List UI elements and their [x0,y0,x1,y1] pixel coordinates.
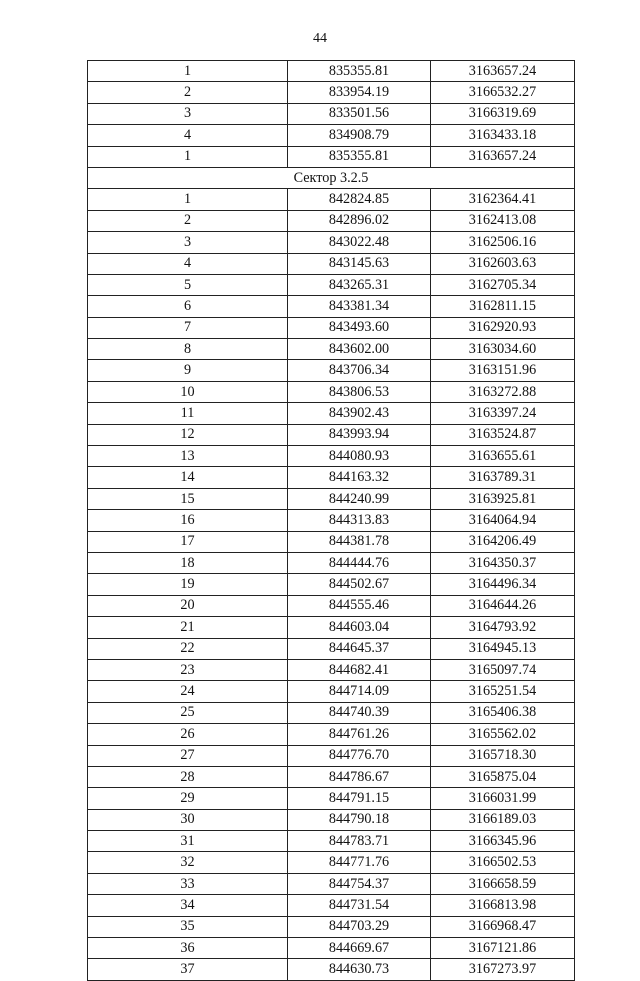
y-coordinate-cell: 3164064.94 [431,510,575,531]
y-coordinate-cell: 3165251.54 [431,681,575,702]
y-coordinate-cell: 3164350.37 [431,552,575,573]
x-coordinate-cell: 842896.02 [288,210,431,231]
point-number-cell: 22 [88,638,288,659]
point-number-cell: 32 [88,852,288,873]
x-coordinate-cell: 844313.83 [288,510,431,531]
y-coordinate-cell: 3164206.49 [431,531,575,552]
x-coordinate-cell: 844645.37 [288,638,431,659]
table-row [88,510,575,531]
point-number-cell: 14 [88,467,288,488]
x-coordinate-cell: 844790.18 [288,809,431,830]
point-number-cell: 34 [88,895,288,916]
x-coordinate-cell: 844754.37 [288,873,431,894]
table-row [88,61,575,82]
x-coordinate-cell: 843993.94 [288,424,431,445]
table-row [88,788,575,809]
x-coordinate-cell: 844444.76 [288,552,431,573]
table-row [88,274,575,295]
point-number-cell: 2 [88,210,288,231]
table-row [88,403,575,424]
x-coordinate-cell: 844240.99 [288,488,431,509]
y-coordinate-cell: 3163657.24 [431,146,575,167]
x-coordinate-cell: 844381.78 [288,531,431,552]
point-number-cell: 10 [88,381,288,402]
table-row [88,317,575,338]
point-number-cell: 29 [88,788,288,809]
table-row [88,938,575,959]
x-coordinate-cell: 843265.31 [288,274,431,295]
y-coordinate-cell: 3166532.27 [431,82,575,103]
table-row [88,82,575,103]
point-number-cell: 30 [88,809,288,830]
table-row [88,959,575,980]
point-number-cell: 24 [88,681,288,702]
x-coordinate-cell: 844714.09 [288,681,431,702]
table-row [88,189,575,210]
table-row [88,296,575,317]
table-row [88,446,575,467]
y-coordinate-cell: 3163925.81 [431,488,575,509]
y-coordinate-cell: 3165406.38 [431,702,575,723]
x-coordinate-cell: 843602.00 [288,339,431,360]
x-coordinate-cell: 844703.29 [288,916,431,937]
y-coordinate-cell: 3165562.02 [431,724,575,745]
table-row [88,916,575,937]
point-number-cell: 27 [88,745,288,766]
point-number-cell: 15 [88,488,288,509]
x-coordinate-cell: 843806.53 [288,381,431,402]
table-row [88,210,575,231]
table-row [88,895,575,916]
x-coordinate-cell: 844761.26 [288,724,431,745]
y-coordinate-cell: 3164496.34 [431,574,575,595]
table-row [88,531,575,552]
table-row [88,617,575,638]
y-coordinate-cell: 3163034.60 [431,339,575,360]
y-coordinate-cell: 3164644.26 [431,595,575,616]
table-row [88,103,575,124]
x-coordinate-cell: 843706.34 [288,360,431,381]
point-number-cell: 19 [88,574,288,595]
point-number-cell: 7 [88,317,288,338]
x-coordinate-cell: 844080.93 [288,446,431,467]
point-number-cell: 33 [88,873,288,894]
x-coordinate-cell: 843381.34 [288,296,431,317]
y-coordinate-cell: 3162811.15 [431,296,575,317]
table-row [88,253,575,274]
point-number-cell: 12 [88,424,288,445]
x-coordinate-cell: 844740.39 [288,702,431,723]
x-coordinate-cell: 844630.73 [288,959,431,980]
sector-header-row [88,167,575,188]
point-number-cell: 18 [88,552,288,573]
x-coordinate-cell: 844731.54 [288,895,431,916]
y-coordinate-cell: 3163789.31 [431,467,575,488]
point-number-cell: 26 [88,724,288,745]
table-row [88,381,575,402]
y-coordinate-cell: 3166502.53 [431,852,575,873]
point-number-cell: 1 [88,189,288,210]
y-coordinate-cell: 3165097.74 [431,659,575,680]
page-number: 44 [313,31,327,46]
table-row [88,638,575,659]
y-coordinate-cell: 3167273.97 [431,959,575,980]
table-row [88,360,575,381]
point-number-cell: 35 [88,916,288,937]
table-row [88,873,575,894]
point-number-cell: 4 [88,253,288,274]
x-coordinate-cell: 844163.32 [288,467,431,488]
point-number-cell: 3 [88,232,288,253]
point-number-cell: 23 [88,659,288,680]
x-coordinate-cell: 833954.19 [288,82,431,103]
point-number-cell: 4 [88,125,288,146]
y-coordinate-cell: 3166968.47 [431,916,575,937]
y-coordinate-cell: 3163524.87 [431,424,575,445]
point-number-cell: 8 [88,339,288,360]
table-row [88,488,575,509]
y-coordinate-cell: 3163272.88 [431,381,575,402]
point-number-cell: 1 [88,61,288,82]
y-coordinate-cell: 3164793.92 [431,617,575,638]
x-coordinate-cell: 843022.48 [288,232,431,253]
x-coordinate-cell: 844786.67 [288,766,431,787]
point-number-cell: 1 [88,146,288,167]
y-coordinate-cell: 3163657.24 [431,61,575,82]
y-coordinate-cell: 3166189.03 [431,809,575,830]
y-coordinate-cell: 3162364.41 [431,189,575,210]
x-coordinate-cell: 843145.63 [288,253,431,274]
y-coordinate-cell: 3163655.61 [431,446,575,467]
point-number-cell: 36 [88,938,288,959]
y-coordinate-cell: 3165875.04 [431,766,575,787]
x-coordinate-cell: 844555.46 [288,595,431,616]
table-row [88,595,575,616]
point-number-cell: 13 [88,446,288,467]
point-number-cell: 6 [88,296,288,317]
y-coordinate-cell: 3166658.59 [431,873,575,894]
table-row [88,232,575,253]
x-coordinate-cell: 843902.43 [288,403,431,424]
x-coordinate-cell: 844783.71 [288,831,431,852]
table-row [88,339,575,360]
coordinates-table [87,60,575,981]
point-number-cell: 20 [88,595,288,616]
point-number-cell: 9 [88,360,288,381]
point-number-cell: 11 [88,403,288,424]
y-coordinate-cell: 3166345.96 [431,831,575,852]
y-coordinate-cell: 3162920.93 [431,317,575,338]
y-coordinate-cell: 3163151.96 [431,360,575,381]
table-row [88,809,575,830]
x-coordinate-cell: 842824.85 [288,189,431,210]
y-coordinate-cell: 3162413.08 [431,210,575,231]
point-number-cell: 37 [88,959,288,980]
point-number-cell: 21 [88,617,288,638]
x-coordinate-cell: 844776.70 [288,745,431,766]
y-coordinate-cell: 3163397.24 [431,403,575,424]
point-number-cell: 28 [88,766,288,787]
point-number-cell: 25 [88,702,288,723]
x-coordinate-cell: 844682.41 [288,659,431,680]
table-row [88,424,575,445]
y-coordinate-cell: 3166319.69 [431,103,575,124]
table-row [88,125,575,146]
x-coordinate-cell: 835355.81 [288,61,431,82]
x-coordinate-cell: 843493.60 [288,317,431,338]
y-coordinate-cell: 3164945.13 [431,638,575,659]
table-row [88,681,575,702]
y-coordinate-cell: 3163433.18 [431,125,575,146]
point-number-cell: 16 [88,510,288,531]
table-row [88,574,575,595]
y-coordinate-cell: 3162603.63 [431,253,575,274]
x-coordinate-cell: 835355.81 [288,146,431,167]
table-row [88,702,575,723]
table-row [88,552,575,573]
y-coordinate-cell: 3167121.86 [431,938,575,959]
point-number-cell: 3 [88,103,288,124]
x-coordinate-cell: 844791.15 [288,788,431,809]
table-row [88,146,575,167]
x-coordinate-cell: 844771.76 [288,852,431,873]
table-row [88,831,575,852]
table-row [88,724,575,745]
point-number-cell: 17 [88,531,288,552]
table-row [88,745,575,766]
x-coordinate-cell: 833501.56 [288,103,431,124]
table-row [88,467,575,488]
sector-title: Сектор 3.2.5 [88,167,575,188]
x-coordinate-cell: 834908.79 [288,125,431,146]
y-coordinate-cell: 3166031.99 [431,788,575,809]
x-coordinate-cell: 844603.04 [288,617,431,638]
y-coordinate-cell: 3162506.16 [431,232,575,253]
coordinates-table-body [88,61,575,981]
x-coordinate-cell: 844502.67 [288,574,431,595]
y-coordinate-cell: 3162705.34 [431,274,575,295]
point-number-cell: 31 [88,831,288,852]
y-coordinate-cell: 3166813.98 [431,895,575,916]
table-row [88,659,575,680]
y-coordinate-cell: 3165718.30 [431,745,575,766]
x-coordinate-cell: 844669.67 [288,938,431,959]
point-number-cell: 5 [88,274,288,295]
point-number-cell: 2 [88,82,288,103]
table-row [88,852,575,873]
table-row [88,766,575,787]
